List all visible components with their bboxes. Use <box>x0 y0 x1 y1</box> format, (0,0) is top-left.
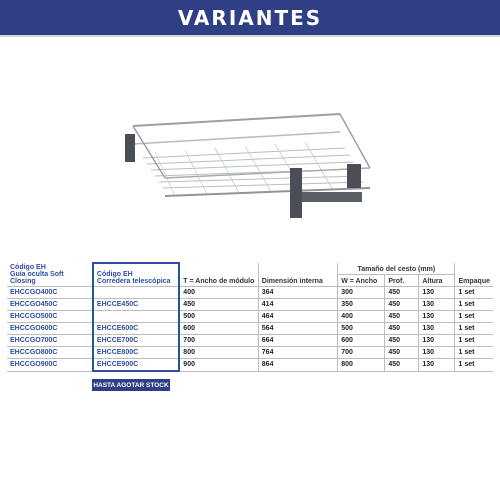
header-banner <box>0 0 500 37</box>
table-row: EHCCGO700C EHCCE700C 700 664 600 450 130 1 set <box>7 335 493 347</box>
basket-image <box>115 108 375 223</box>
header-packing: Empaque <box>455 263 493 287</box>
header-internal-dim: Dimensión interna <box>258 263 337 287</box>
header-code-telescopic: Código EH Corredera telescópica <box>93 263 179 287</box>
table-row: EHCCGO600C EHCCE600C 600 564 500 450 130 1 set <box>7 323 493 335</box>
header-basket-size: Tamaño del cesto (mm) <box>338 263 455 274</box>
stock-note-badge: HASTA AGOTAR STOCK <box>92 379 170 391</box>
header-height: Altura <box>419 274 455 286</box>
page-title: VARIANTES <box>177 5 323 30</box>
table-row: EHCCGO450C EHCCE450C 450 414 350 450 130 1 set <box>7 299 493 311</box>
table-row: EHCCGO400C 400 364 300 450 130 1 set <box>7 287 493 299</box>
variants-table <box>7 262 493 372</box>
header-depth: Prof. <box>385 274 419 286</box>
header-width: W = Ancho <box>338 274 385 286</box>
table-header-row <box>7 263 493 274</box>
header-code-soft: Código EH Guía oculta Soft Closing <box>7 263 93 287</box>
table-row: EHCCGO900C EHCCE900C 900 864 800 450 130 1 set <box>7 359 493 372</box>
table-row: EHCCGO500C 500 464 400 450 130 1 set <box>7 311 493 323</box>
header-module-width: T = Ancho de módulo <box>179 263 258 287</box>
table-row: EHCCGO800C EHCCE800C 800 764 700 450 130 1 set <box>7 347 493 359</box>
